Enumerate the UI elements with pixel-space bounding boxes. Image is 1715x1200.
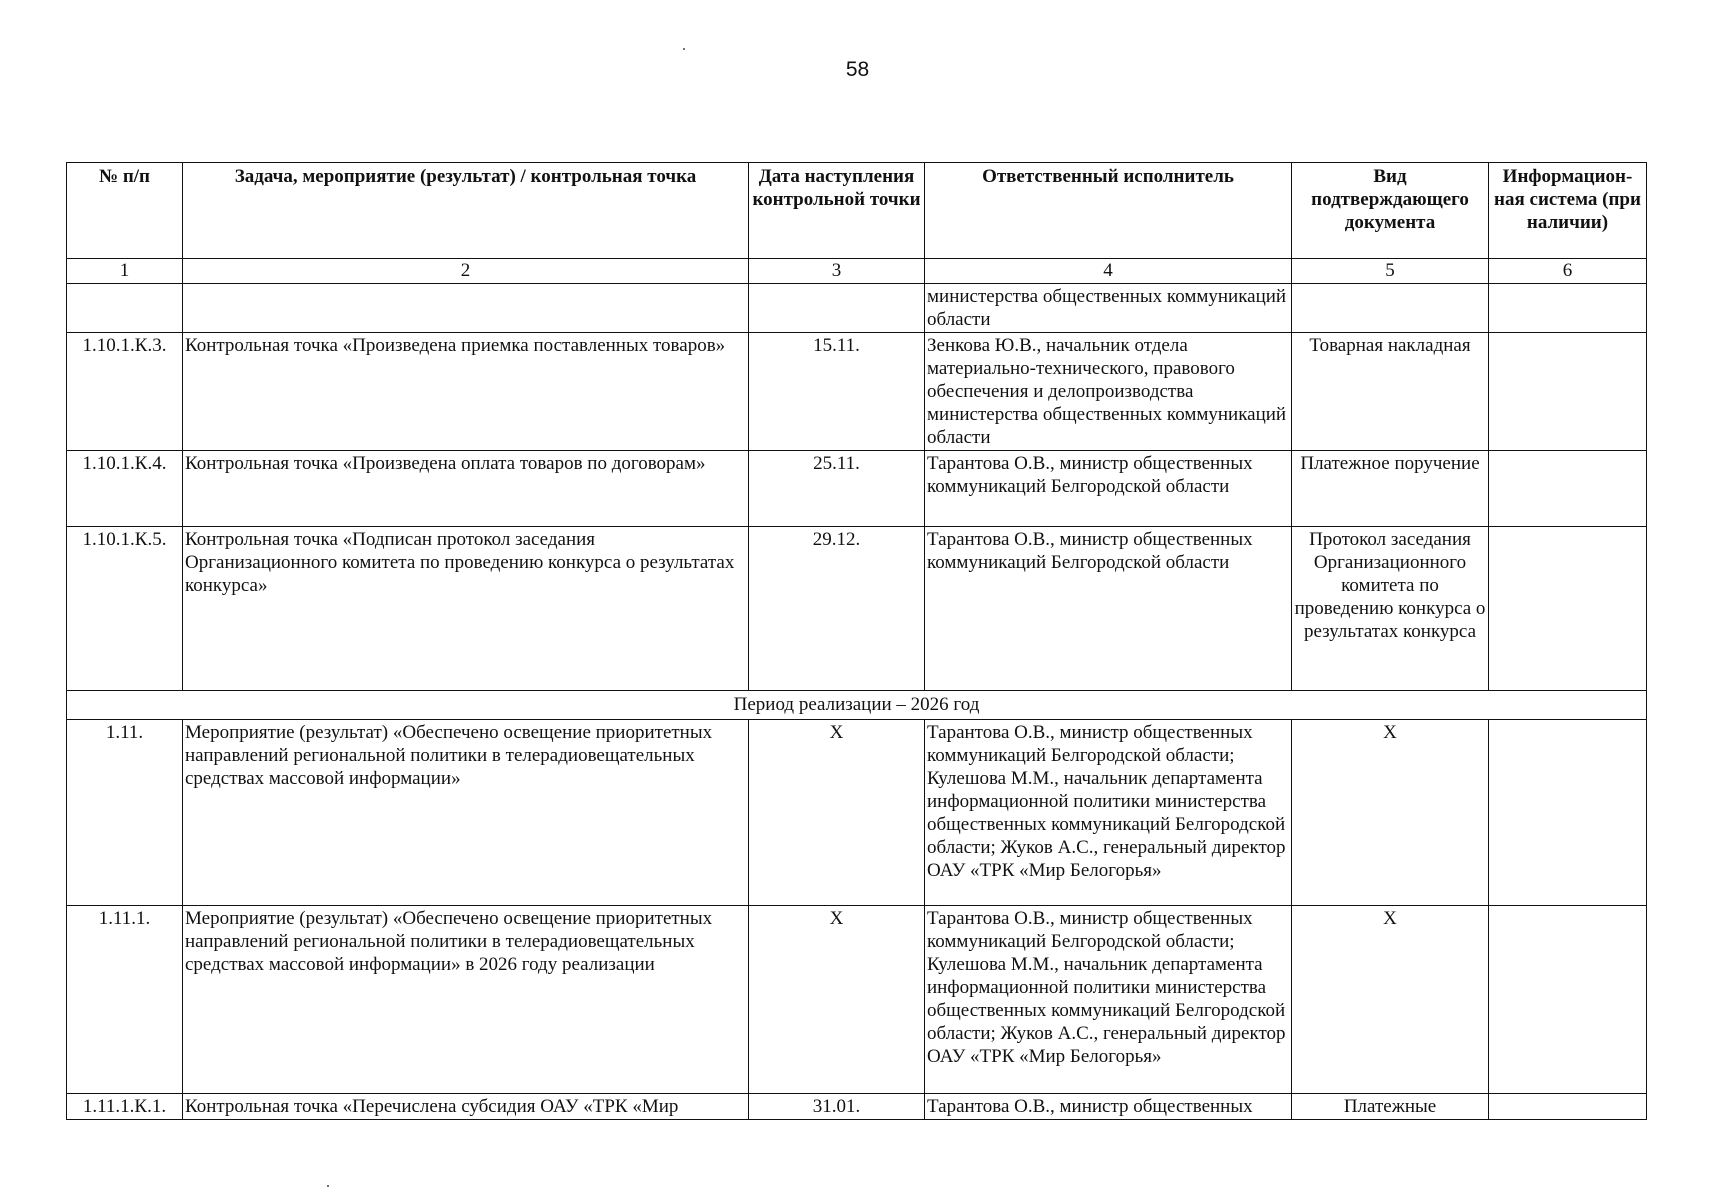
row-executor: Тарантова О.В., министр общественных коммуникаций Белгородской области bbox=[925, 527, 1292, 691]
row-date bbox=[749, 284, 925, 333]
control-points-table bbox=[66, 162, 1647, 1120]
row-system bbox=[1489, 720, 1647, 906]
column-number: 1 bbox=[67, 259, 183, 284]
table-row bbox=[67, 333, 1647, 451]
row-number: 1.10.1.К.3. bbox=[67, 333, 183, 451]
row-system bbox=[1489, 1094, 1647, 1120]
row-document: Протокол заседания Организационного комитета по проведению конкурса о результатах конкурса bbox=[1292, 527, 1489, 691]
row-document: Платежные bbox=[1292, 1094, 1489, 1120]
row-task: Контрольная точка «Перечислена субсидия ОАУ «ТРК «Мир bbox=[183, 1094, 749, 1120]
scan-speck bbox=[327, 1185, 329, 1187]
row-document: Х bbox=[1292, 906, 1489, 1094]
row-task: Контрольная точка «Произведена оплата товаров по договорам» bbox=[183, 451, 749, 527]
row-document bbox=[1292, 284, 1489, 333]
header-executor: Ответственный исполнитель bbox=[925, 163, 1292, 259]
row-task: Контрольная точка «Подписан протокол заседания Организационного комитета по проведению конкурса о результатах конкурса» bbox=[183, 527, 749, 691]
column-number: 4 bbox=[925, 259, 1292, 284]
table-row bbox=[67, 720, 1647, 906]
page-number: 58 bbox=[845, 58, 870, 81]
row-task bbox=[183, 284, 749, 333]
scan-speck bbox=[683, 48, 685, 50]
row-document: Платежное поручение bbox=[1292, 451, 1489, 527]
row-number: 1.10.1.К.5. bbox=[67, 527, 183, 691]
table-row bbox=[67, 451, 1647, 527]
row-date: 31.01. bbox=[749, 1094, 925, 1120]
column-number: 2 bbox=[183, 259, 749, 284]
table-row bbox=[67, 284, 1647, 333]
row-date: 29.12. bbox=[749, 527, 925, 691]
row-number: 1.11.1.К.1. bbox=[67, 1094, 183, 1120]
row-executor: Тарантова О.В., министр общественных коммуникаций Белгородской области; Кулешова М.М., начальник департамента информационной политики министерства общественных коммуникаций Белгородской области; Жуков А.С., генеральный директор ОАУ «ТРК «Мир Белогорья» bbox=[925, 720, 1292, 906]
row-executor: Тарантова О.В., министр общественных коммуникаций Белгородской области; Кулешова М.М., начальник департамента информационной политики министерства общественных коммуникаций Белгородской области; Жуков А.С., генеральный директор ОАУ «ТРК «Мир Белогорья» bbox=[925, 906, 1292, 1094]
column-number: 5 bbox=[1292, 259, 1489, 284]
row-task: Мероприятие (результат) «Обеспечено освещение приоритетных направлений региональной политики в телерадиовещательных средствах массовой информации» в 2026 году реализации bbox=[183, 906, 749, 1094]
row-document: Х bbox=[1292, 720, 1489, 906]
row-number bbox=[67, 284, 183, 333]
column-number: 6 bbox=[1489, 259, 1647, 284]
row-system bbox=[1489, 906, 1647, 1094]
table-row bbox=[67, 1094, 1647, 1120]
row-executor: Зенкова Ю.В., начальник отдела материально-технического, правового обеспечения и делопроизводства министерства общественных коммуникаций области bbox=[925, 333, 1292, 451]
period-label: Период реализации – 2026 год bbox=[67, 691, 1647, 720]
row-system bbox=[1489, 284, 1647, 333]
row-number: 1.10.1.К.4. bbox=[67, 451, 183, 527]
row-date: 15.11. bbox=[749, 333, 925, 451]
period-row bbox=[67, 691, 1647, 720]
table-row bbox=[67, 906, 1647, 1094]
header-date: Дата наступления контрольной точки bbox=[749, 163, 925, 259]
header-number: № п/п bbox=[67, 163, 183, 259]
header-row bbox=[67, 163, 1647, 259]
row-system bbox=[1489, 527, 1647, 691]
row-executor: Тарантова О.В., министр общественных коммуникаций Белгородской области bbox=[925, 451, 1292, 527]
table-row bbox=[67, 527, 1647, 691]
row-task: Контрольная точка «Произведена приемка поставленных товаров» bbox=[183, 333, 749, 451]
header-system: Информацион-ная система (при наличии) bbox=[1489, 163, 1647, 259]
row-document: Товарная накладная bbox=[1292, 333, 1489, 451]
row-executor: Тарантова О.В., министр общественных bbox=[925, 1094, 1292, 1120]
header-document: Вид подтверждающего документа bbox=[1292, 163, 1489, 259]
row-date: Х bbox=[749, 906, 925, 1094]
row-executor: министерства общественных коммуникаций области bbox=[925, 284, 1292, 333]
row-number: 1.11. bbox=[67, 720, 183, 906]
row-task: Мероприятие (результат) «Обеспечено освещение приоритетных направлений региональной политики в телерадиовещательных средствах массовой информации» bbox=[183, 720, 749, 906]
row-date: Х bbox=[749, 720, 925, 906]
column-number: 3 bbox=[749, 259, 925, 284]
row-number: 1.11.1. bbox=[67, 906, 183, 1094]
column-number-row bbox=[67, 259, 1647, 284]
row-date: 25.11. bbox=[749, 451, 925, 527]
row-system bbox=[1489, 451, 1647, 527]
header-task: Задача, мероприятие (результат) / контрольная точка bbox=[183, 163, 749, 259]
row-system bbox=[1489, 333, 1647, 451]
